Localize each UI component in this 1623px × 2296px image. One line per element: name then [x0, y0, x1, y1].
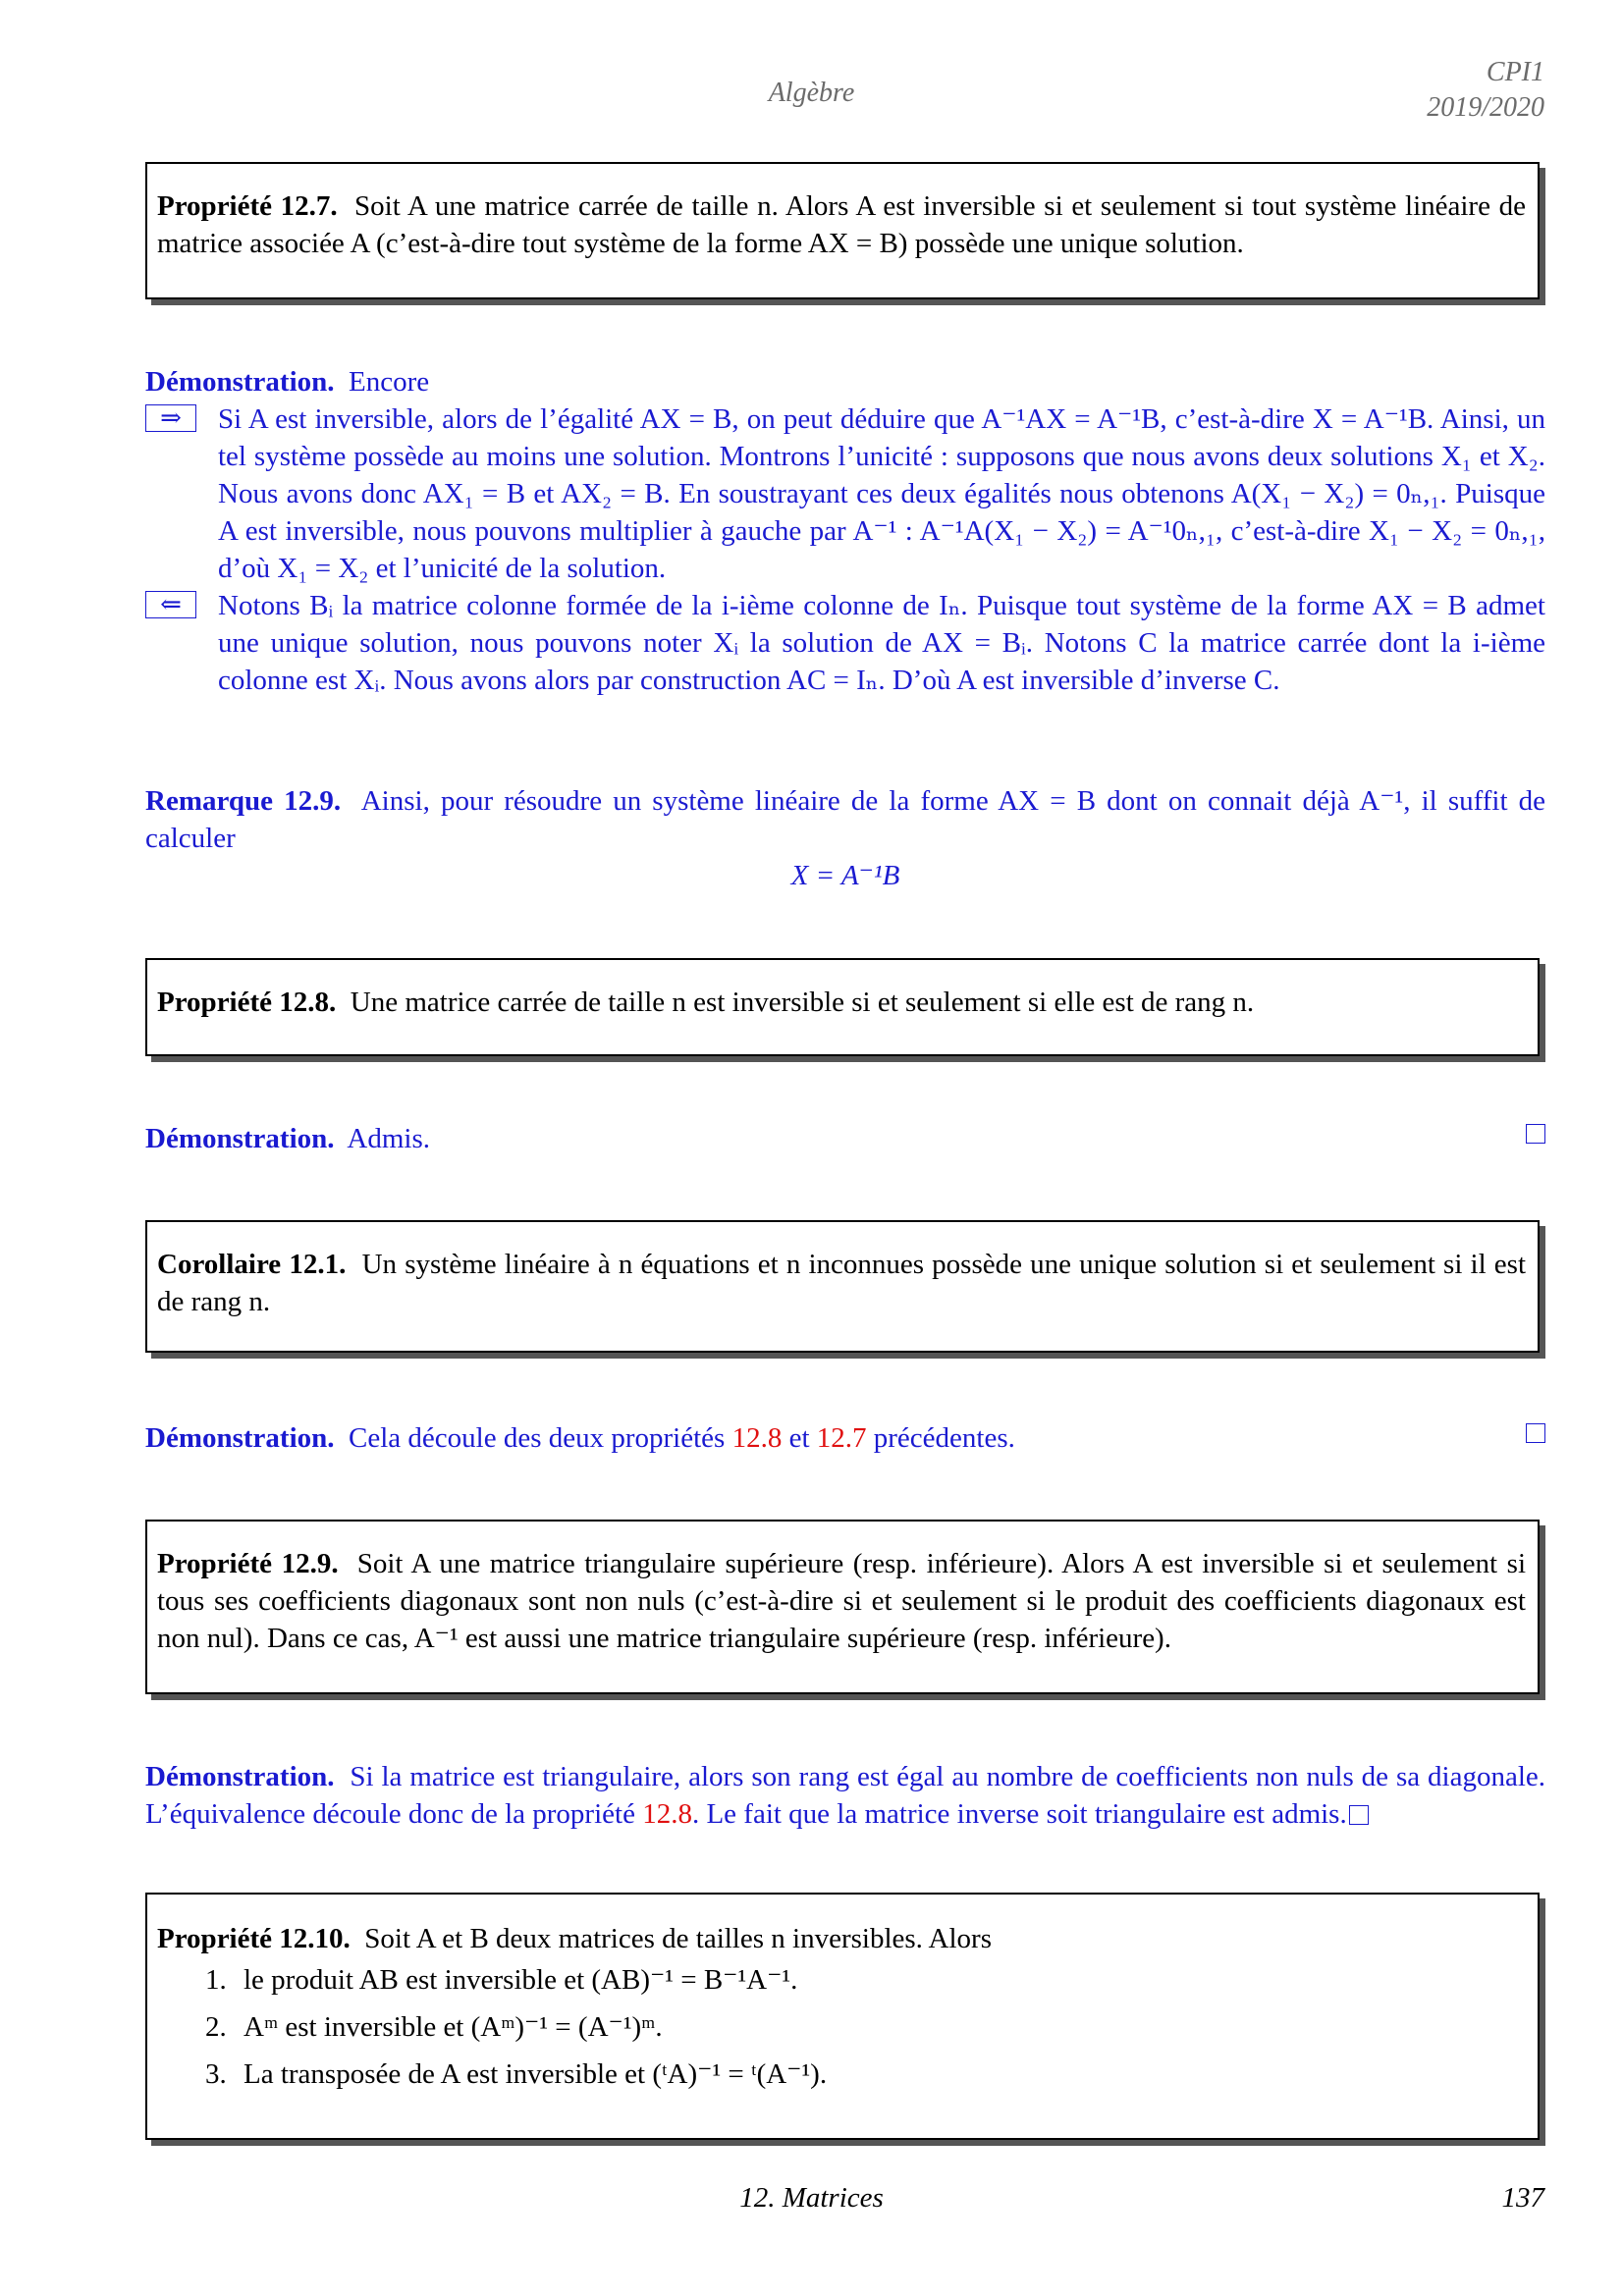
reference-link-12-8[interactable]: 12.8: [642, 1798, 692, 1830]
list-item: 2. Aᵐ est inversible et (Aᵐ)⁻¹ = (A⁻¹)ᵐ.: [234, 2008, 1526, 2046]
implied-by-arrow-icon: ⇐: [145, 591, 196, 618]
property-label: Propriété 12.10.: [157, 1923, 351, 1954]
remark-label: Remarque 12.9.: [145, 785, 342, 817]
proof-text: Admis.: [347, 1123, 431, 1154]
running-header-course: [1427, 55, 1544, 126]
corollary-text: Un système linéaire à n équations et n inconnues possède une unique solution si et seulement si il est de rang n.: [157, 1249, 1527, 1317]
proof-intro: Encore: [349, 366, 430, 398]
proof-text-before: Si la matrice est triangulaire, alors son rang est égal au nombre de coefficients non nuls de sa diagonale. L’équivalence découle donc de la propriété: [145, 1761, 1546, 1830]
qed-square-icon: [1349, 1805, 1369, 1825]
property-text: Soit A une matrice triangulaire supérieure (resp. inférieure). Alors A est inversible si et seulement si tous ses coefficients diagonaux sont non nuls (c’est-à-dire si et seulement si le produit des coefficients diagonaux est non nul). Dans ce cas, A⁻¹ est aussi une matrice triangulaire supérieure (resp. inférieure).: [157, 1548, 1527, 1654]
running-header-title: Algèbre: [768, 78, 855, 108]
property-12-9-box: [145, 1520, 1540, 1694]
course-code: CPI1: [1486, 57, 1544, 87]
qed-square-icon: [1526, 1423, 1545, 1443]
property-12-10-box: [145, 1893, 1540, 2140]
proof-backward-text: Notons Bᵢ la matrice colonne formée de la i-ième colonne de Iₙ. Puisque tout système de la forme AX = B admet une unique solution, nous pouvons noter Xᵢ la solution de AX = Bᵢ. Notons C la matrice carrée dont la i-ième colonne est Xᵢ. Nous avons alors par construction AC = Iₙ. D’où A est inversible d’inverse C.: [218, 590, 1545, 696]
page-number: 137: [1501, 2182, 1544, 2214]
property-list: [157, 1961, 1526, 2093]
remark-equation: X = A⁻¹B: [790, 860, 900, 891]
proof-12-9: [145, 1758, 1545, 1833]
academic-year: 2019/2020: [1427, 92, 1544, 123]
property-intro: Soit A et B deux matrices de tailles n inversibles. Alors: [364, 1923, 993, 1954]
proof-connector: et: [788, 1422, 810, 1454]
reference-link-12-7[interactable]: 12.7: [816, 1422, 867, 1454]
corollary-12-1-box: [145, 1220, 1540, 1353]
property-12-7-box: [145, 162, 1540, 299]
implies-arrow-icon: ⇒: [145, 404, 196, 432]
proof-label: Démonstration.: [145, 1422, 335, 1454]
property-text: Soit A une matrice carrée de taille n. Alors A est inversible si et seulement si tout système linéaire de matrice associée A (c’est-à-dire tout système de la forme AX = B) possède une unique solution.: [157, 190, 1526, 259]
property-text: Une matrice carrée de taille n est inversible si et seulement si elle est de rang n.: [350, 987, 1255, 1018]
proof-forward-direction: [145, 400, 1545, 587]
proof-12-7: [145, 363, 1545, 699]
remark-text: Ainsi, pour résoudre un système linéaire de la forme AX = B dont on connait déjà A⁻¹, il suffit de calculer: [145, 785, 1546, 854]
proof-text-before: Cela découle des deux propriétés: [349, 1422, 726, 1454]
proof-text-after: . Le fait que la matrice inverse soit triangulaire est admis.: [691, 1798, 1347, 1830]
list-item: 1. le produit AB est inversible et (AB)⁻¹ = B⁻¹A⁻¹.: [234, 1961, 1526, 1999]
proof-label: Démonstration.: [145, 366, 335, 398]
proof-text-after: précédentes.: [873, 1422, 1015, 1454]
proof-corollary-12-1: [145, 1419, 1545, 1457]
proof-label: Démonstration.: [145, 1761, 335, 1792]
proof-backward-direction: [145, 587, 1545, 699]
proof-forward-text: Si A est inversible, alors de l’égalité AX = B, on peut déduire que A⁻¹AX = A⁻¹B, c’est-à-dire X = A⁻¹B. Ainsi, un tel système possède au moins une solution. Montrons l’unicité : supposons que nous avons deux solutions X₁ et X₂. Nous avons donc AX₁ = B et AX₂ = B. En soustrayant ces deux égalités nous obtenons A(X₁ − X₂) = 0ₙ,₁. Puisque A est inversible, nous pouvons multiplier à gauche par A⁻¹ : A⁻¹A(X₁ − X₂) = A⁻¹0ₙ,₁, c’est-à-dire X₁ − X₂ = 0ₙ,₁, d’où X₁ = X₂ et l’unicité de la solution.: [218, 403, 1545, 584]
reference-link-12-8[interactable]: 12.8: [731, 1422, 783, 1454]
property-12-8-box: [145, 958, 1540, 1056]
proof-label: Démonstration.: [145, 1123, 335, 1154]
property-label: Propriété 12.7.: [157, 190, 338, 222]
proof-12-8: [145, 1120, 1545, 1157]
list-item: 3. La transposée de A est inversible et (ᵗA)⁻¹ = ᵗ(A⁻¹).: [234, 2056, 1526, 2093]
property-label: Propriété 12.8.: [157, 987, 337, 1018]
footer-chapter: 12. Matrices: [739, 2182, 884, 2214]
remark-12-9: [145, 782, 1545, 894]
qed-square-icon: [1526, 1124, 1545, 1144]
corollary-label: Corollaire 12.1.: [157, 1249, 347, 1280]
property-label: Propriété 12.9.: [157, 1548, 339, 1579]
